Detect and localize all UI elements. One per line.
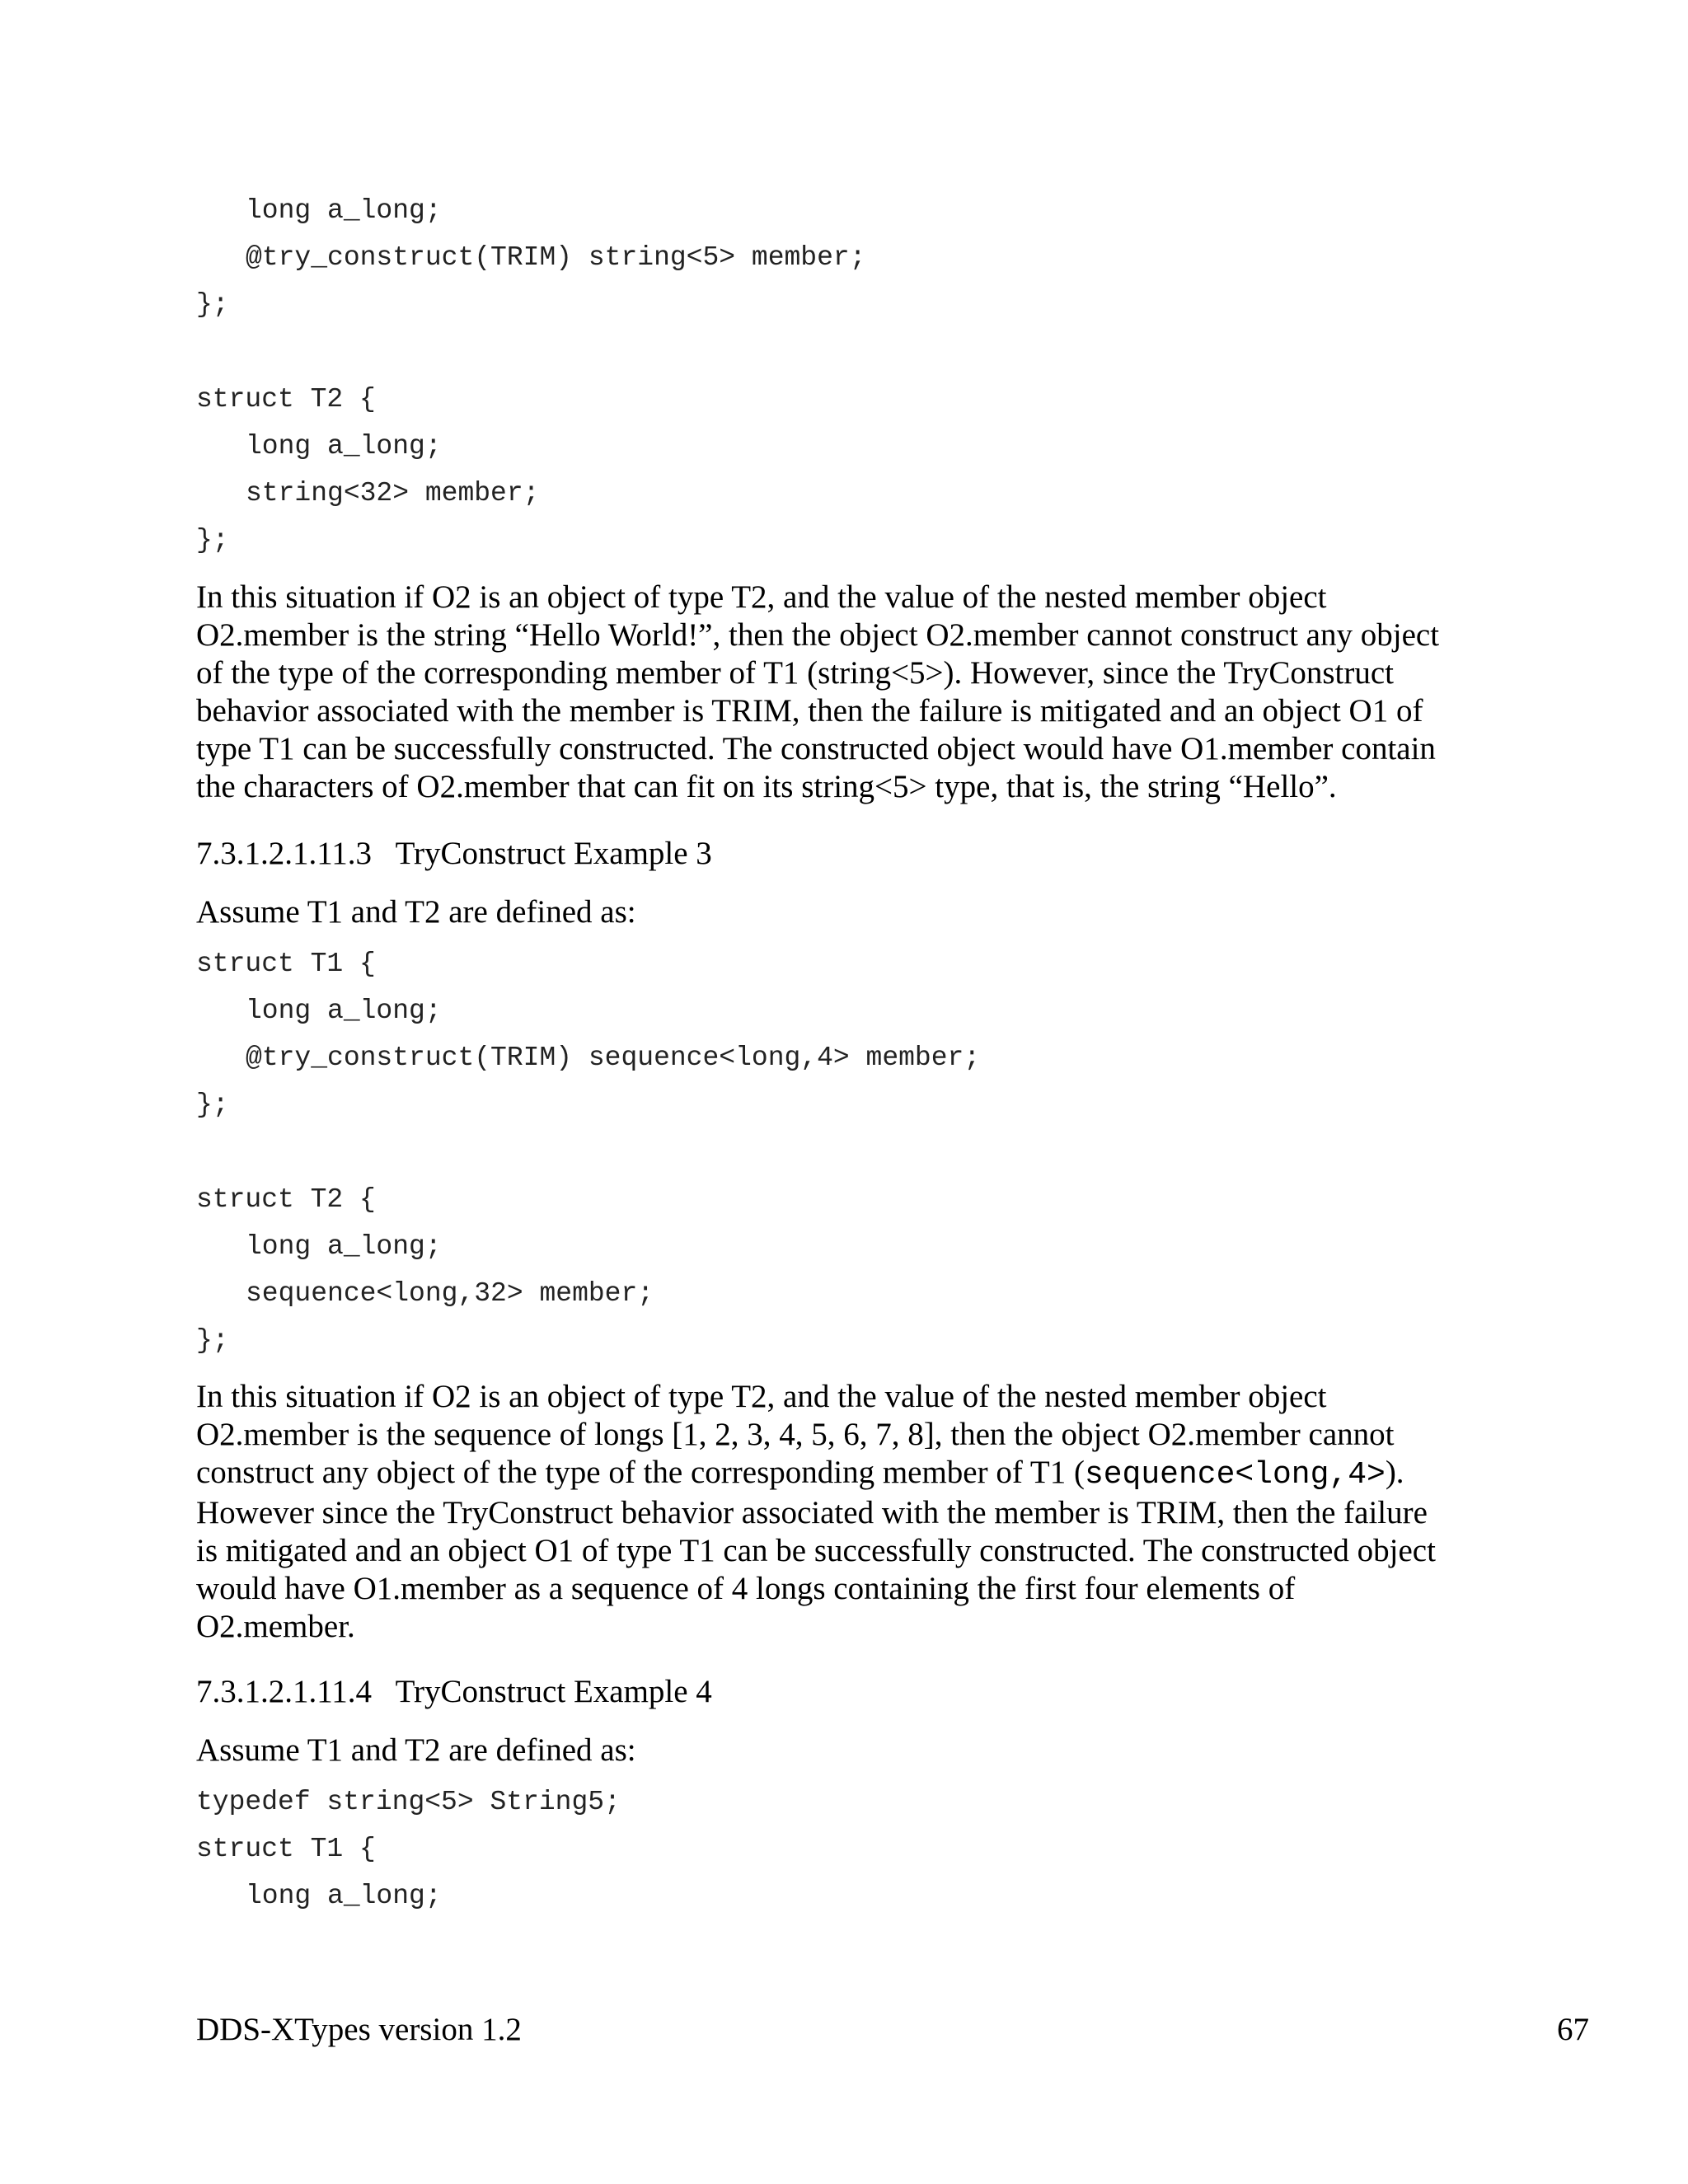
code-line: sequence<long,32> member; — [246, 1278, 654, 1309]
inline-code: sequence<long,4> — [1084, 1457, 1386, 1493]
paragraph-line: type T1 can be successfully constructed. The constructed object would have O1.member contain — [196, 731, 1436, 766]
footer-page-number: 67 — [1557, 2012, 1589, 2047]
section-intro: Assume T1 and T2 are defined as: — [196, 894, 636, 930]
code-line: }; — [196, 525, 229, 555]
section-heading: 7.3.1.2.1.11.3 TryConstruct Example 3 — [196, 836, 712, 871]
section-intro: Assume T1 and T2 are defined as: — [196, 1732, 636, 1768]
paragraph-line: In this situation if O2 is an object of type T2, and the value of the nested member object — [196, 579, 1327, 615]
paragraph-line: would have O1.member as a sequence of 4 longs containing the first four elements of — [196, 1571, 1296, 1606]
footer-document-title: DDS-XTypes version 1.2 — [196, 2012, 522, 2047]
paragraph-line: In this situation if O2 is an object of type T2, and the value of the nested member object — [196, 1379, 1327, 1414]
paragraph-line: the characters of O2.member that can fit on its string<5> type, that is, the string “Hello”. — [196, 769, 1337, 804]
code-line: }; — [196, 1090, 229, 1120]
code-line: struct T1 { — [196, 949, 376, 979]
paragraph-line: of the type of the corresponding member of T1 (string<5>). However, since the TryConstruct — [196, 655, 1394, 691]
code-line: }; — [196, 1325, 229, 1356]
paragraph-line: O2.member. — [196, 1609, 355, 1644]
code-line: long a_long; — [246, 431, 442, 462]
code-line: @try_construct(TRIM) sequence<long,4> member; — [246, 1043, 981, 1073]
paragraph-line: O2.member is the string “Hello World!”, then the object O2.member cannot construct any object — [196, 617, 1440, 653]
code-line: typedef string<5> String5; — [196, 1787, 621, 1817]
code-line: long a_long; — [246, 195, 442, 226]
code-line: string<32> member; — [246, 478, 540, 509]
code-line: }; — [196, 289, 229, 320]
paragraph-text: ). — [1385, 1455, 1404, 1490]
paragraph-line: O2.member is the sequence of longs [1, 2, 3, 4, 5, 6, 7, 8], then the object O2.member cannot — [196, 1417, 1395, 1452]
paragraph-text: construct any object of the type of the corresponding member of T1 ( — [196, 1455, 1085, 1490]
code-line: struct T2 { — [196, 384, 376, 415]
body-paragraph — [196, 579, 1482, 806]
paragraph-line: However since the TryConstruct behavior associated with the member is TRIM, then the failure — [196, 1495, 1428, 1530]
paragraph-line: is mitigated and an object O1 of type T1 can be successfully constructed. The constructed object — [196, 1533, 1436, 1568]
code-line: @try_construct(TRIM) string<5> member; — [246, 242, 866, 273]
code-line: struct T1 { — [196, 1834, 376, 1864]
paragraph-line: behavior associated with the member is TRIM, then the failure is mitigated and an object O1 of — [196, 693, 1423, 729]
body-paragraph — [196, 1378, 1482, 1646]
paragraph-line — [196, 1454, 1482, 1494]
code-line: long a_long; — [246, 996, 442, 1026]
code-line: long a_long; — [246, 1881, 442, 1911]
code-line: struct T2 { — [196, 1184, 376, 1215]
section-heading: 7.3.1.2.1.11.4 TryConstruct Example 4 — [196, 1674, 712, 1709]
code-line: long a_long; — [246, 1231, 442, 1262]
